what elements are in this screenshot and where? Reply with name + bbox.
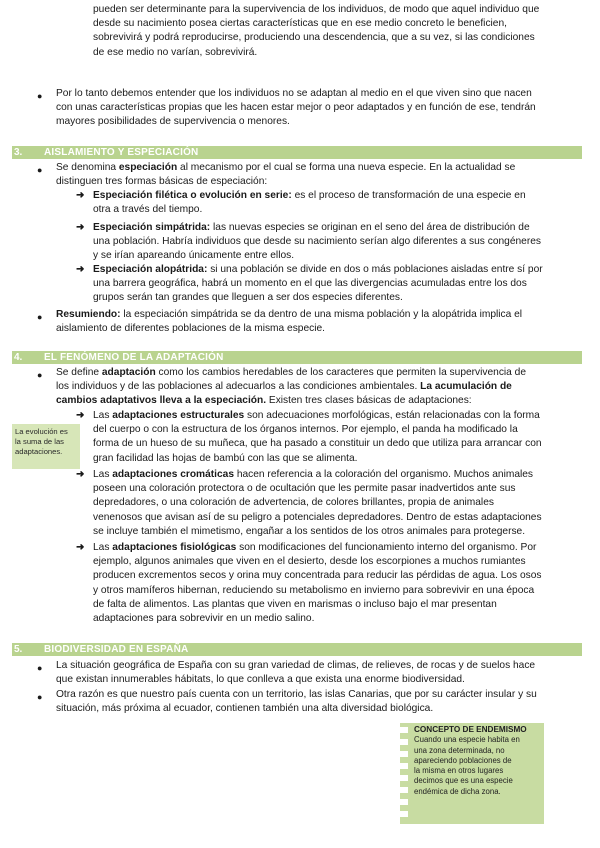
text-line: Resumiendo: la especiación simpátrida se da dentro de una misma población y la alopátrida implica el [56,309,523,320]
text-line: y se irían apareando únicamente entre ellos. [93,250,295,262]
text-line: Especiación alopátrida: si una población se divide en dos o más poblaciones aisladas entre sí por [93,264,543,275]
text-line: desde su nacimiento posea ciertas características que en ese medio concreto le beneficien, [93,18,507,30]
intro-bullet [56,87,536,130]
term-especiacion: especiación [118,162,178,173]
section-header-3 [12,146,582,159]
bullet-icon: ● [37,91,43,101]
text-line: venenosos que avisan así de su peligro a potenciales depredadores. Dentro de estas adaptaciones [93,511,542,523]
arrow-icon: ➜ [76,264,85,275]
endemism-line: la misma en otros lugares [414,766,504,776]
s4-adaptation-2 [93,468,542,539]
endemism-box [400,723,544,824]
text-line: sobrevivirá y podrá reproducirse, produciendo una descendencia, que a su vez, si las condiciones [93,32,535,44]
text-line: Se denomina especiación al mecanismo por el cual se forma una nueva especie. En la actualidad se [56,162,516,173]
s3-bullet-2 [56,308,522,336]
s4-adaptation-1 [93,409,542,466]
text-line: y otros mamíferos hibernan, reduciendo su metabolismo en invierno para sobrevivir en una época [93,584,535,596]
text-line: distinguen tres formas básicas de especiación: [56,176,268,188]
text-line: Las adaptaciones fisiológicas son modificaciones del funcionamiento interno del organismo. Por [93,542,537,553]
intro-paragraph [93,3,539,60]
text-line: Las adaptaciones cromáticas hacen referencia a la coloración del organismo. Muchos animales [93,469,534,480]
text-line: ejemplo, algunos animales que viven en el desierto, desde los escorpiones a muchos rumiantes [93,556,526,568]
text-line: de ese medio no varían, sobrevivirá. [93,46,258,58]
text-line: aislamiento de diferentes poblaciones de la misma especie. [56,323,325,335]
text-line: se incluye también el mimetismo, engañar a los sentidos de los otros animales para protegerse. [93,525,526,537]
text-line: forma de un hueso de su muñeca, que ha pasado a constituir un dedo que utiliza para arrancar con [93,438,542,450]
text-line: pueden ser determinante para la supervivencia de los individuos, de modo que aquel individuo que [93,4,540,15]
section-header-5 [12,643,582,656]
section-header-4 [12,351,582,364]
text-line: otra a través del tiempo. [93,204,203,216]
section-title: AISLAMIENTO Y ESPECIACIÓN [44,147,199,158]
note-line: la suma de las [15,437,64,446]
text-line: La situación geográfica de España con su gran variedad de climas, de relieves, de rocas y de suelos hace [56,660,536,671]
text-line: una barrera geográfica, habrá un momento en el que las divergencias acumuladas entre los dos [93,278,527,290]
text-line: grupos serán tan grandes que lleguen a ser dos especies diferentes. [93,292,403,304]
s3-form-2 [93,221,541,264]
text-line: Especiación filética o evolución en serie: es el proceso de transformación de una especie en [93,190,526,201]
text-line: cambios adaptativos lleva a la especiación. Existen tres clases básicas de adaptaciones: [56,395,472,407]
s5-bullet-1 [56,659,535,687]
text-line: poseen una coloración protectora o de ocultación que les permite pasar inadvertidos ante sus [93,483,516,495]
text-line: depredadores, o una coloración de advertencia, de colores brillantes, propia de animales [93,497,494,509]
margin-note [12,424,80,469]
bullet-icon: ● [37,312,43,322]
notebook-strip [400,723,408,824]
text-line: los individuos y de las poblaciones al adecuarlos a las condiciones ambientales. La acumulación de [56,381,512,393]
text-line: Especiación simpátrida: las nuevas especies se originan en el seno del área de distribución de [93,222,530,233]
text-line: con unas características propias que les hacen estar mejor o peor adaptados y en función de ese, tendrán [56,102,536,114]
text-line: situación, más próxima al ecuador, contienen también una alta diversidad biológica. [56,703,434,715]
endemism-line: decimos que es una especie [414,776,513,786]
text-line: de falta de alimentos. Las plantas que viven en marismas o incluso bajo el mar presentan [93,598,497,610]
arrow-icon: ➜ [76,542,85,553]
endemism-line: endémica de dicha zona. [414,786,501,796]
s4-adaptation-3 [93,541,542,626]
text-line: del cuerpo o con la estructura de los órganos internos. Por ejemplo, el panda ha modificado la [93,424,518,436]
text-line: Por lo tanto debemos entender que los individuos no se adaptan al medio en el que viven sino que nacen [56,88,532,99]
endemism-line: una zona determinada, no [414,745,505,755]
endemism-text [414,725,527,797]
s5-bullet-2 [56,688,537,716]
text-line: que existan innumerables hábitats, lo que conlleva a que exista una enorme biodiversidad. [56,674,465,686]
bullet-icon: ● [37,370,43,380]
s3-bullet-1 [56,161,515,189]
section-number: 4. [14,352,23,363]
s3-form-3 [93,263,543,306]
text-line: Se define adaptación como los cambios heredables de los caracteres que permiten la supervivencia de [56,367,527,378]
s4-bullet-1 [56,366,526,409]
endemism-title: CONCEPTO DE ENDEMISMO [414,725,527,734]
text-line: gran facilidad las hojas de bambú con las que se alimenta. [93,452,358,464]
endemism-line: apareciendo poblaciones de [414,755,512,765]
section-title: EL FENÓMENO DE LA ADAPTACIÓN [44,352,224,363]
arrow-icon: ➜ [76,190,85,201]
text-line: Las adaptaciones estructurales son adecuaciones morfológicas, están relacionadas con la forma [93,410,540,421]
text-line: producen excrementos secos y orina muy concentrada para reducir las pérdidas de agua. Los osos [93,570,542,582]
s3-form-1 [93,189,526,217]
endemism-line: Cuando una especie habita en [414,735,520,745]
arrow-icon: ➜ [76,410,85,421]
section-title: BIODIVERSIDAD EN ESPAÑA [44,644,189,655]
bullet-icon: ● [37,663,43,673]
arrow-icon: ➜ [76,222,85,233]
arrow-icon: ➜ [76,469,85,480]
note-line: adaptaciones. [15,447,63,456]
section-number: 3. [14,147,23,158]
bullet-icon: ● [37,692,43,702]
text-line: adaptaciones para sobrevivir en un medio salino. [93,613,315,625]
text-line: mayores posibilidades de supervivencia o menores. [56,116,290,128]
note-line: La evolución es [15,427,68,436]
text-line: Otra razón es que nuestro país cuenta con un territorio, las islas Canarias, que por su carácter insular y su [56,689,537,700]
text-line: una población. Habría individuos que desde su nacimiento serían algo diferentes a sus congéneres [93,236,541,248]
section-number: 5. [14,644,23,655]
bullet-icon: ● [37,165,43,175]
